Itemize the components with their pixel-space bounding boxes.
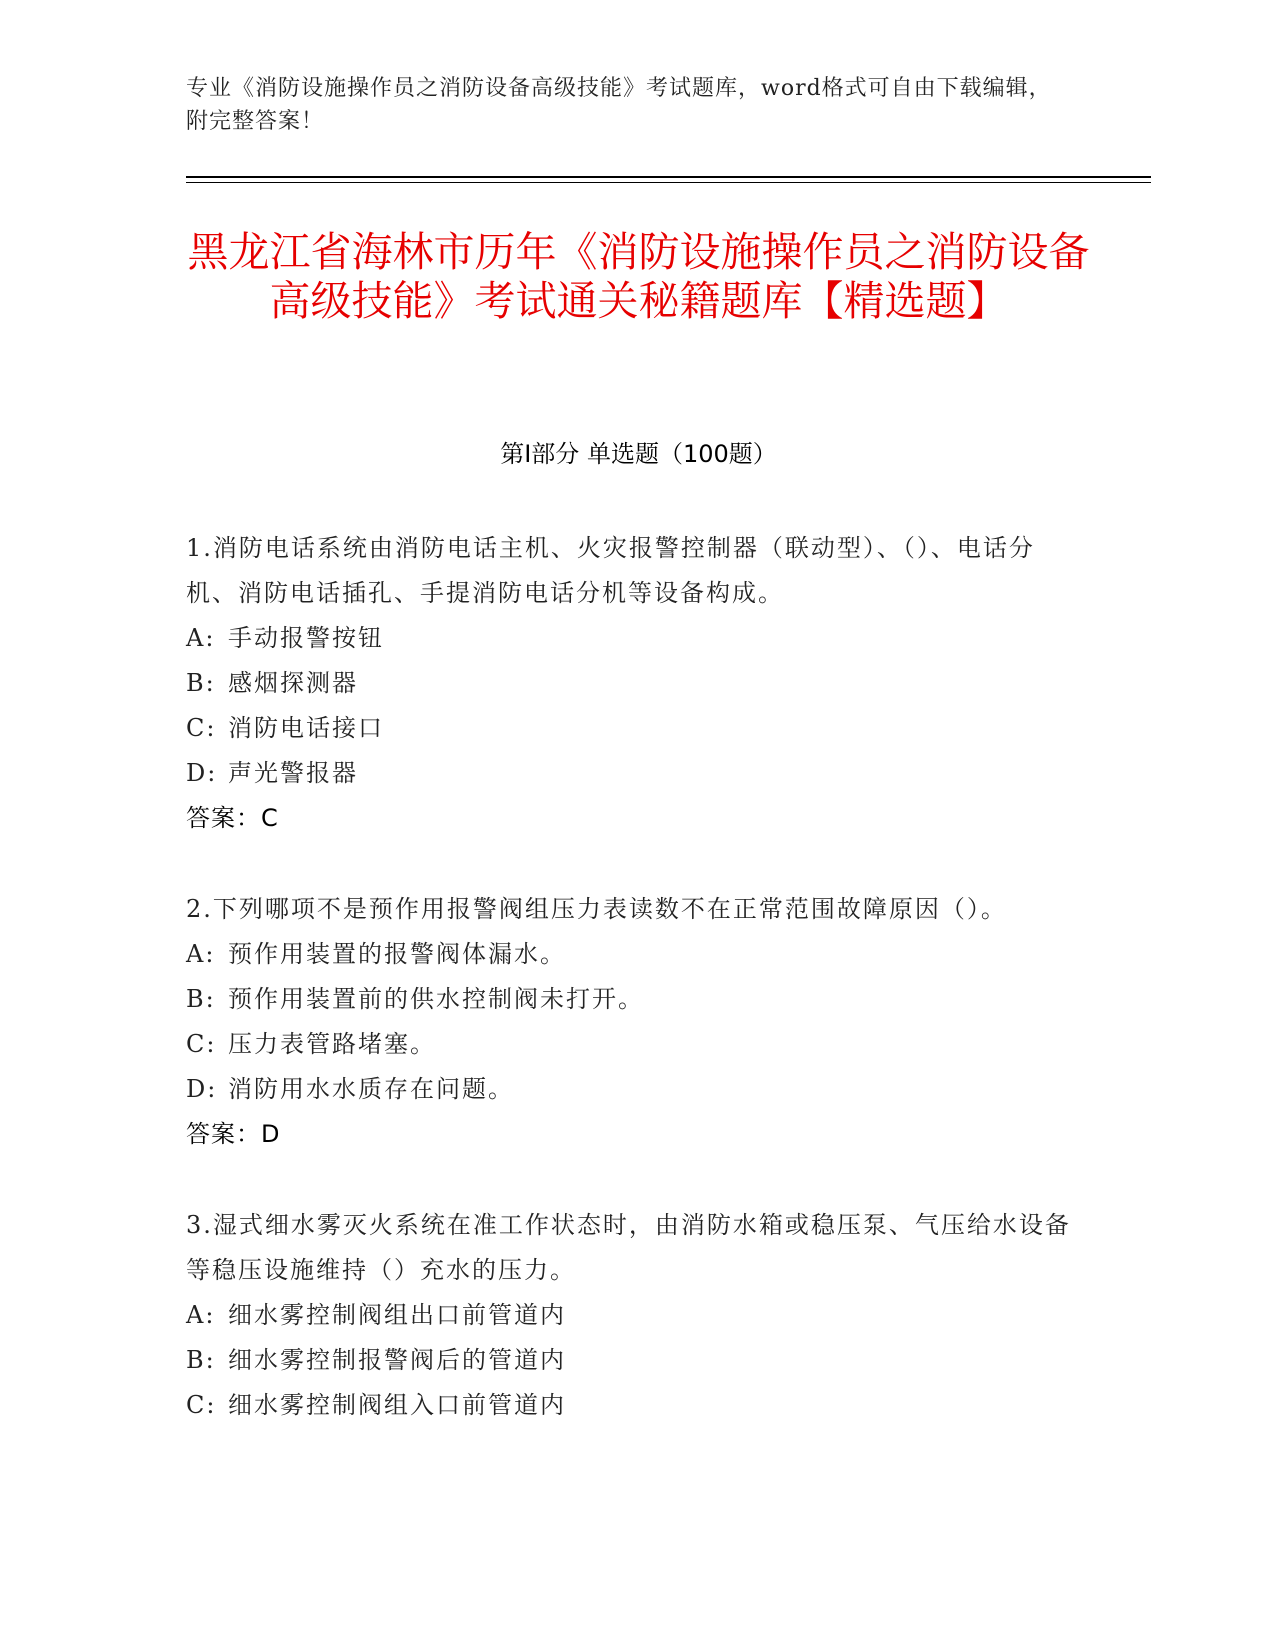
option-c [186, 1022, 1071, 1067]
option-a [186, 932, 1071, 977]
option-c [186, 706, 1071, 751]
question-1 [186, 526, 1071, 841]
option-key: B: [186, 985, 216, 1013]
option-key: A: [186, 940, 216, 968]
question-2 [186, 887, 1071, 1157]
option-key: C: [186, 1391, 217, 1419]
option-key: D: [186, 1075, 218, 1103]
option-a [186, 1293, 1071, 1338]
option-text: 手动报警按钮 [228, 624, 384, 652]
section-heading: 第I部分 单选题（100题） [500, 440, 777, 468]
option-text: 消防用水水质存在问题。 [228, 1075, 514, 1103]
option-text: 压力表管路堵塞。 [228, 1030, 436, 1058]
option-key: B: [186, 1346, 216, 1374]
question-3 [186, 1203, 1071, 1428]
option-text: 声光警报器 [228, 759, 358, 787]
question-stem: 3.湿式细水雾灭火系统在准工作状态时，由消防水箱或稳压泵、气压给水设备等稳压设施维持（）充水的压力。 [186, 1211, 1071, 1284]
answer-prefix: 答案： [186, 1120, 261, 1148]
question-stem: 2.下列哪项不是预作用报警阀组压力表读数不在正常范围故障原因（）。 [186, 895, 1007, 923]
option-key: A: [186, 1301, 216, 1329]
header-note: 专业《消防设施操作员之消防设备高级技能》考试题库，word格式可自由下载编辑，附完整答案！ [186, 76, 1052, 134]
option-a [186, 616, 1071, 661]
option-text: 细水雾控制报警阀后的管道内 [228, 1346, 566, 1374]
option-key: B: [186, 669, 216, 697]
option-text: 细水雾控制阀组出口前管道内 [228, 1301, 566, 1329]
option-key: C: [186, 1030, 217, 1058]
option-c [186, 1383, 1071, 1428]
option-text: 消防电话接口 [228, 714, 384, 742]
answer-value: D [261, 1120, 281, 1148]
option-b [186, 1338, 1071, 1383]
option-text: 预作用装置前的供水控制阀未打开。 [228, 985, 644, 1013]
document-title: 黑龙江省海林市历年《消防设施操作员之消防设备高级技能》考试通关秘籍题库【精选题】 [187, 228, 1090, 325]
option-key: C: [186, 714, 217, 742]
option-b [186, 661, 1071, 706]
question-list [186, 526, 1071, 1474]
option-d [186, 751, 1071, 796]
answer-value: C [261, 804, 279, 832]
answer-line [186, 1112, 1071, 1157]
answer-prefix: 答案： [186, 804, 261, 832]
header-divider-thick [186, 176, 1151, 178]
option-b [186, 977, 1071, 1022]
option-text: 细水雾控制阀组入口前管道内 [228, 1391, 566, 1419]
answer-line [186, 796, 1071, 841]
option-key: A: [186, 624, 216, 652]
header-divider-thin [186, 182, 1151, 183]
option-d [186, 1067, 1071, 1112]
option-text: 感烟探测器 [228, 669, 358, 697]
question-stem: 1.消防电话系统由消防电话主机、火灾报警控制器（联动型）、（）、电话分机、消防电话插孔、手提消防电话分机等设备构成。 [186, 534, 1035, 607]
option-key: D: [186, 759, 218, 787]
option-text: 预作用装置的报警阀体漏水。 [228, 940, 566, 968]
